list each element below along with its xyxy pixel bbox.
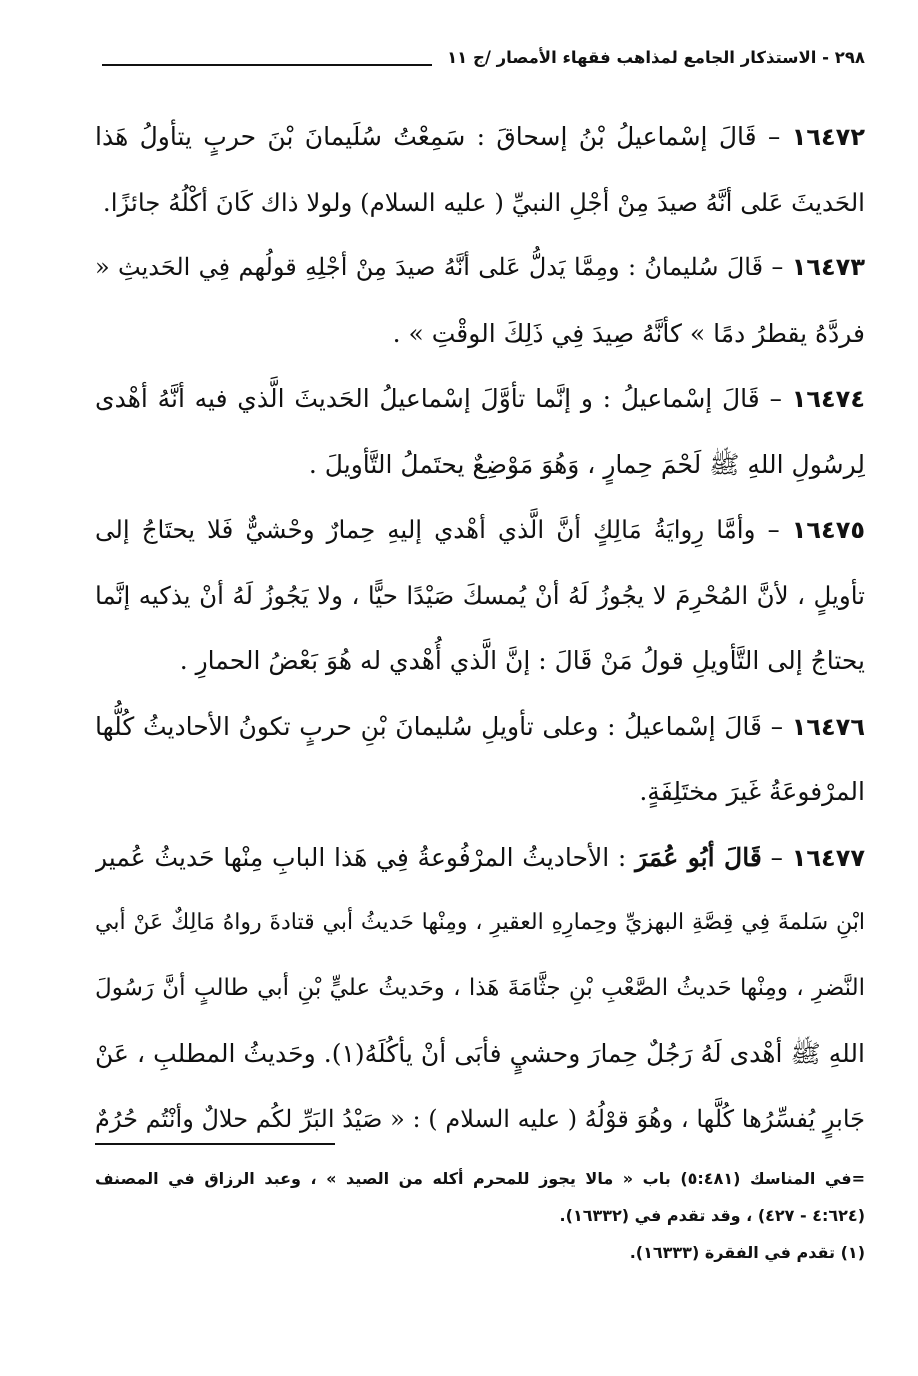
text-line: ١٦٤٧٦ – قَالَ إسْماعيلُ : وعلى تأويلِ سُليمانَ بْنِ حربٍ تكونُ الأحاديثُ كُلُّها xyxy=(95,711,865,741)
text-line: ١٦٤٧٢ – قَالَ إسْماعيلُ بْنُ إسحاقَ : سَمِعْتُ سُلَيمانَ بْنَ حربٍ يتأولُ هَذا xyxy=(95,122,865,151)
footnote-line: =في المناسك (٥:٤٨١) باب « مالا يجوز للمحرم أكله من الصيد » ، وعبد الرزاق في المصنف xyxy=(95,1169,865,1188)
line-text: قَالَ إسْماعيلُ : و إنَّما تأوَّلَ إسْماعيلُ الحَديثَ الَّذي فيه أنَّهُ أهْدى xyxy=(95,384,760,413)
text-line xyxy=(95,1021,865,1087)
line-text: جَابرٍ يُفسِّرُها كُلَّها ، وهُوَ قوْلُهُ ( عليه السلام ) : « صَيْدُ البَرِّ لكُم حلالٌ وأنْتُم حُرُمٌ xyxy=(95,1104,865,1133)
line-text: لِرسُولِ اللهِ ﷺ لَحْمَ حِمارٍ ، وَهُوَ مَوْضِعٌ يحتَملُ التَّأويلَ . xyxy=(308,449,865,479)
text-line xyxy=(95,628,865,694)
text-line xyxy=(95,170,865,236)
line-text: اللهِ ﷺ أهْدى لَهُ رَجُلٌ حِمارَ وحشيٍ فأبَى أنْ يأكُلَهُ(١). وحَديثُ المطلبِ ، عَنْ xyxy=(95,1039,865,1068)
line-text: الحَديثَ عَلى أنَّهُ صيدَ مِنْ أجْلِ النبيِّ ( عليه السلام) ولولا ذاك كَانَ أكْلُهُ جائزًا. xyxy=(102,187,865,217)
book-page xyxy=(95,0,865,1376)
paragraph-number: ١٦٤٧٥ xyxy=(791,516,865,544)
header-rule xyxy=(102,64,432,66)
line-text: وأمَّا رِوايَةُ مَالِكٍ أنَّ الَّذي أهْدي إليهِ حِمارٌ وحْشيٌّ فَلا يحتَاجُ إلى xyxy=(95,515,756,544)
line-text: قَالَ إسْماعيلُ بْنُ إسحاقَ : سَمِعْتُ سُلَيمانَ بْنَ حربٍ يتأولُ هَذا xyxy=(95,122,757,151)
footnote-line: (١) تقدم في الفقرة (١٦٣٣٣). xyxy=(629,1243,865,1262)
text-line xyxy=(95,956,865,1022)
paragraph-number: ١٦٤٧٣ xyxy=(791,253,865,281)
text-line xyxy=(95,432,865,498)
text-line: ١٦٤٧٧ – قَالَ أبُو عُمَرَ : الأحاديثُ المرْفُوعةُ فِي هَذا البابِ مِنْها حَديثُ عُمير xyxy=(95,842,865,872)
footnote-rule xyxy=(95,1143,335,1145)
page-header xyxy=(95,44,865,84)
line-text: : الأحاديثُ المرْفُوعةُ فِي هَذا البابِ مِنْها حَديثُ عُمير xyxy=(95,842,627,872)
line-text: فردَّهُ يقطرُ دمًا » كأنَّهُ صِيدَ فِي ذَلِكَ الوقْتِ » . xyxy=(392,318,865,348)
text-line: ١٦٤٧٣ – قَالَ سُليمانُ : ومِمَّا يَدلُّ عَلى أنَّهُ صيدَ مِنْ أجْلِهِ قولُهم فِي الحَديثِ « xyxy=(95,253,865,281)
line-text: قَالَ إسْماعيلُ : وعلى تأويلِ سُليمانَ بْنِ حربٍ تكونُ الأحاديثُ كُلُّها xyxy=(95,711,762,741)
running-title: ٢٩٨ - الاستذكار الجامع لمذاهب فقهاء الأمصار /ج ١١ xyxy=(447,48,865,67)
text-line: ١٦٤٧٥ – وأمَّا رِوايَةُ مَالِكٍ أنَّ الَّذي أهْدي إليهِ حِمارٌ وحْشيٌّ فَلا يحتَاجُ إلى xyxy=(95,515,865,544)
paragraph-number: ١٦٤٧٧ xyxy=(791,843,865,872)
footnote-line: (٤:٦٢٤ - ٤٢٧) ، وقد تقدم في (١٦٣٣٢). xyxy=(559,1206,865,1225)
text-line xyxy=(95,563,865,629)
text-line: ١٦٤٧٤ – قَالَ إسْماعيلُ : و إنَّما تأوَّلَ إسْماعيلُ الحَديثَ الَّذي فيه أنَّهُ أهْدى xyxy=(95,384,865,413)
footnotes xyxy=(95,1160,865,1271)
line-text: قَالَ سُليمانُ : ومِمَّا يَدلُّ عَلى أنَّهُ صيدَ مِنْ أجْلِهِ قولُهم فِي الحَديثِ « xyxy=(95,253,764,281)
line-text: يحتاجُ إلى التَّأويلِ قولُ مَنْ قَالَ : إنَّ الَّذي أُهْدي له هُوَ بَعْضُ الحمارِ . xyxy=(179,646,865,675)
speaker-name: قَالَ أبُو عُمَرَ xyxy=(635,842,762,872)
paragraph-number: ١٦٤٧٤ xyxy=(791,385,865,413)
main-text xyxy=(95,104,865,1152)
paragraph-number: ١٦٤٧٦ xyxy=(791,712,865,741)
text-line xyxy=(95,759,865,825)
line-text: ابْنِ سَلمةَ فِي قِصَّةِ البهزيِّ وحِمارِهِ العقيرِ ، ومِنْها حَديثُ أبي قتادةَ رواهُ مَالِكٌ عَنْ أبي xyxy=(95,910,865,935)
line-text: النَّضرِ ، ومِنْها حَديثُ الصَّعْبِ بْنِ جثَّامَةَ هَذا ، وحَديثُ عليٍّ بْنِ أبي طالبٍ أنَّ رَسُولَ xyxy=(95,974,865,1001)
line-text: تأويلٍ ، لأنَّ المُحْرِمَ لا يجُوزُ لَهُ أنْ يُمسكَ صَيْدًا حيًّا ، ولا يَجُوزُ لَهُ أنْ يذكيه إنَّما xyxy=(95,580,865,610)
text-line xyxy=(95,301,865,367)
line-text: المرْفوعَةُ غَيرَ مختَلِفَةٍ. xyxy=(639,777,865,806)
text-line xyxy=(95,890,865,956)
paragraph-number: ١٦٤٧٢ xyxy=(791,123,865,151)
